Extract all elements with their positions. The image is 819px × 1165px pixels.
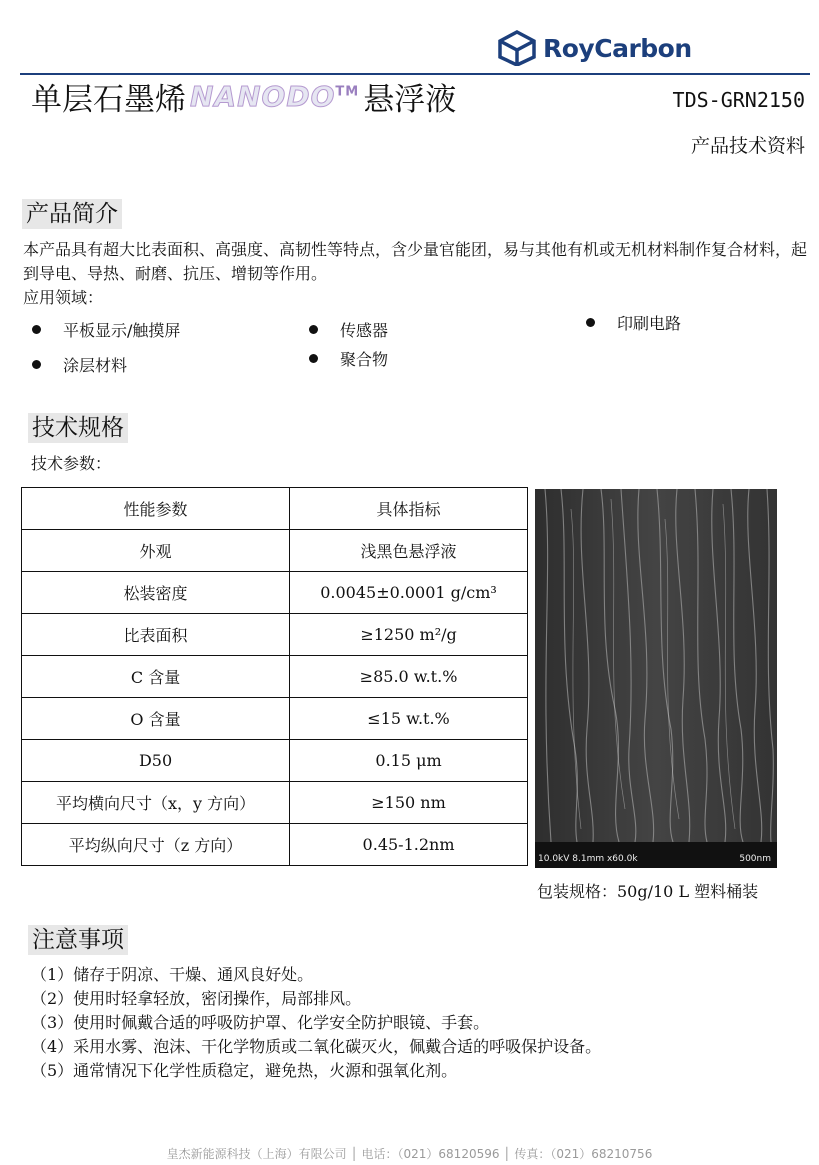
table-row	[22, 530, 528, 572]
footer-contact: 皇杰新能源科技（上海）有限公司 │ 电话：（021）68120596 │ 传真：（021）68210756	[166, 1147, 653, 1161]
param-name: 平均横向尺寸（x，y 方向）	[22, 782, 290, 824]
sem-info-text: 10.0kV 8.1mm x60.0k	[538, 854, 638, 864]
application-item: 平板显示/触摸屏	[32, 318, 180, 341]
title-suffix: 悬浮液	[363, 82, 457, 118]
note-item: （2）使用时轻拿轻放，密闭操作，局部排风。	[31, 989, 362, 1008]
param-name: D50	[22, 740, 290, 782]
specs-label: 技术参数：	[31, 454, 112, 473]
param-name: 平均纵向尺寸（z 方向）	[22, 824, 290, 866]
sem-info-bar	[535, 842, 777, 868]
applications-label: 应用领域：	[23, 288, 104, 307]
notes-list	[31, 963, 601, 1083]
intro-paragraph: 本产品具有超大比表面积、高强度、高韧性等特点，含少量官能团，易与其他有机或无机材料制作复合材料，起到导电、导热、耐磨、抗压、增韧等作用。	[23, 240, 808, 283]
title-prefix: 单层石墨烯	[31, 82, 186, 118]
bullet-icon	[309, 354, 318, 363]
param-value: 浅黑色悬浮液	[290, 530, 528, 572]
application-item: 传感器	[309, 318, 388, 341]
param-name: 比表面积	[22, 614, 290, 656]
bullet-icon	[32, 325, 41, 334]
param-value: 0.0045±0.0001 g/cm³	[290, 572, 528, 614]
bullet-icon	[32, 360, 41, 369]
table-row	[22, 614, 528, 656]
sem-image	[535, 489, 777, 868]
intro-heading: 产品简介	[22, 199, 122, 229]
note-item: （4）采用水雾、泡沫、干化学物质或二氧化碳灭火，佩戴合适的呼吸保护设备。	[31, 1037, 602, 1056]
param-value: ≤15 w.t.%	[290, 698, 528, 740]
sem-texture	[535, 489, 777, 842]
packaging-info: 包装规格：50g/10 L 塑料桶装	[537, 882, 759, 901]
param-value: ≥150 nm	[290, 782, 528, 824]
param-name: C 含量	[22, 656, 290, 698]
document-code: TDS-GRN2150	[672, 88, 805, 112]
hexagon-logo-icon	[497, 30, 537, 66]
bullet-icon	[586, 318, 595, 327]
param-value: ≥85.0 w.t.%	[290, 656, 528, 698]
application-item: 印刷电路	[586, 311, 681, 334]
table-header-cell: 性能参数	[22, 488, 290, 530]
param-name: 松装密度	[22, 572, 290, 614]
param-name: 外观	[22, 530, 290, 572]
brand-wordmark: NANODO™	[190, 80, 360, 113]
param-name: O 含量	[22, 698, 290, 740]
table-row	[22, 656, 528, 698]
note-item: （5）通常情况下化学性质稳定，避免热，火源和强氧化剂。	[31, 1061, 458, 1080]
notes-heading: 注意事项	[28, 925, 128, 955]
table-header-cell: 具体指标	[290, 488, 528, 530]
param-value: 0.15 μm	[290, 740, 528, 782]
specs-heading: 技术规格	[28, 413, 128, 443]
document-title	[31, 74, 456, 119]
sem-scale-label: 500nm	[739, 854, 771, 864]
table-row	[22, 782, 528, 824]
table-row	[22, 698, 528, 740]
param-value: 0.45-1.2nm	[290, 824, 528, 866]
table-row	[22, 824, 528, 866]
param-value: ≥1250 m²/g	[290, 614, 528, 656]
note-item: （1）储存于阴凉、干燥、通风良好处。	[31, 965, 314, 984]
table-header-row	[22, 488, 528, 530]
application-item: 聚合物	[309, 347, 388, 370]
note-item: （3）使用时佩戴合适的呼吸防护罩、化学安全防护眼镜、手套。	[31, 1013, 490, 1032]
spec-table	[21, 487, 528, 866]
bullet-icon	[309, 325, 318, 334]
document-subtitle: 产品技术资料	[690, 135, 805, 157]
table-row	[22, 572, 528, 614]
table-row	[22, 740, 528, 782]
company-logo	[497, 30, 692, 66]
logo-text: RoyCarbon	[543, 33, 692, 63]
application-item: 涂层材料	[32, 353, 127, 376]
